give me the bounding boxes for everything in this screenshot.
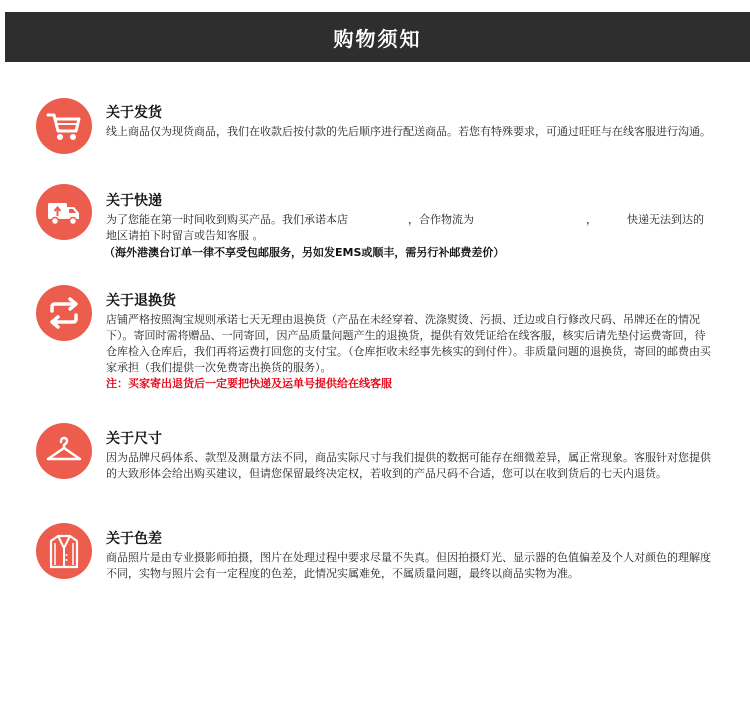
express-text-b: ，合作物流为: [408, 213, 474, 226]
section-returns: [106, 292, 711, 392]
section-body: 线上商品仅为现货商品，我们在收款后按付款的先后顺序进行配送商品。若您有特殊要求，可通过旺旺与在线客服进行沟通。: [106, 125, 711, 138]
section-body-line-2: 地区请拍下时留言或告知客服 。: [106, 229, 264, 242]
hanger-icon: [36, 423, 92, 479]
section-title: 关于快递: [106, 193, 162, 209]
section-title: 关于尺寸: [106, 431, 162, 447]
section-body: 商品照片是由专业摄影师拍摄，图片在处理过程中要求尽量不失真。但因拍摄灯光、显示器的色值偏差及个人对颜色的理解度不同，实物与照片会有一定程度的色差，此情况实属难免，不属质量问题，最终以商品实物为准。: [106, 551, 711, 580]
delivery-truck-icon: [36, 184, 92, 240]
section-size: [106, 430, 711, 482]
returns-warning-note: 注：买家寄出退货后一定要把快递及运单号提供给在线客服: [106, 377, 392, 390]
shopping-cart-icon: [36, 98, 92, 154]
section-title: 关于退换货: [106, 293, 176, 309]
express-text-c: ，: [586, 213, 597, 226]
exchange-arrows-icon: [36, 285, 92, 341]
section-body: 因为品牌尺码体系、款型及测量方法不同，商品实际尺寸与我们提供的数据可能存在细微差异，属正常现象。客服针对您提供的大致形体会给出购买建议，但请您保留最终决定权，若收到的产品尺码不合适，您可以在收到货后的七天内退货。: [106, 451, 711, 480]
section-body: 店铺严格按照淘宝规则承诺七天无理由退换货（产品在未经穿着、洗涤熨烫、污损、迁边或自行修改尺码、吊牌还在的情况下）。寄回时需将赠品、一同寄回，因产品质量问题产生的退换货，提供有效凭证给在线客服，核实后请先垫付运费寄回，待仓库检入仓库后，我们再将运费打回您的支付宝。（仓库拒收未经事先核实的到付件）。非质量问题的退换货，寄回的邮费由买家承担（我们提供一次免费寄出换货的服务）。: [106, 313, 711, 374]
section-shipping: [106, 104, 711, 140]
express-text-d: 快递无法到达的: [627, 213, 704, 226]
section-title: 关于发货: [106, 105, 162, 121]
section-body-line-1: [106, 212, 711, 228]
suit-icon: [36, 523, 92, 579]
section-title: 关于色差: [106, 531, 162, 547]
section-express: [106, 192, 711, 244]
express-note: （海外港澳台订单一律不享受包邮服务，另如发EMS或顺丰，需另行补邮费差价）: [104, 246, 505, 259]
page-title: 购物须知: [333, 26, 422, 51]
page-header: [5, 12, 750, 62]
section-color: [106, 530, 711, 582]
express-text-a: 为了您能在第一时间收到购买产品。我们承诺本店: [106, 213, 348, 226]
